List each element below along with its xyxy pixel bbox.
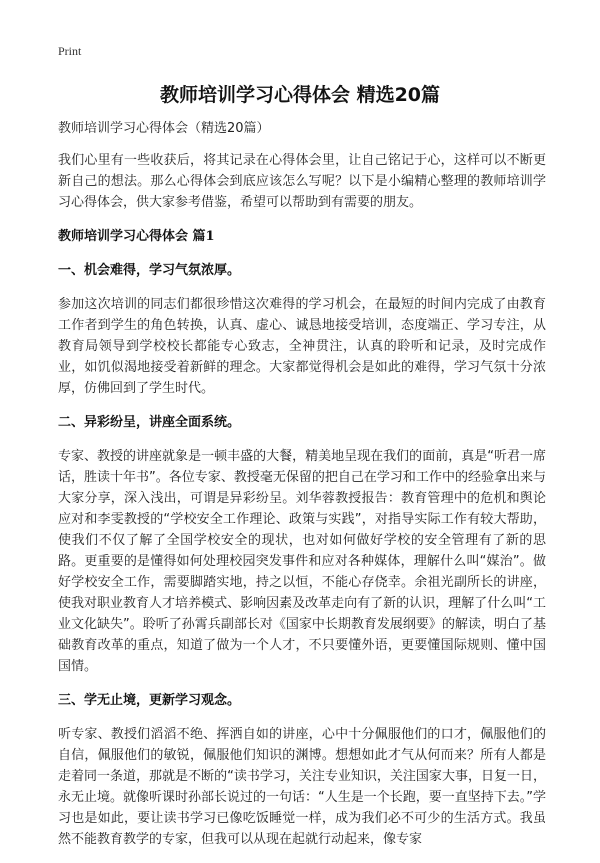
document-subtitle: 教师培训学习心得体会（精选20篇） bbox=[58, 121, 270, 136]
section-heading-2: 二、异彩纷呈，讲座全面系统。 bbox=[58, 415, 241, 430]
section-paragraph-3: 听专家、教授们滔滔不绝、挥洒自如的讲座，心中十分佩服他们的口才，佩服他们的自信，佩服他们的敏锐，佩服他们知识的渊博。想想如此才气从何而来？所有人都是走着同一条道，那就是不断的“读书学习，关注专业知识，关注国家大事，日复一日，永无止境。就像听课时孙部长说过的一句话：“人生是一个长跑，要一直坚持下去。”学习也是如此，要让读书学习已像吃饭睡觉一样，成为我们必不可少的生活方式。我虽然不能教育教学的专家，但我可以从现在起就行动起来，像专家 bbox=[58, 727, 546, 847]
article-title: 教师培训学习心得体会 篇1 bbox=[58, 229, 215, 244]
section-paragraph-2: 专家、教授的讲座就象是一顿丰盛的大餐，精美地呈现在我们的面前，真是“听君一席话，胜读十年书”。各位专家、教授毫无保留的把自己在学习和工作中的经验拿出来与大家分享，深入浅出，可谓是异彩纷呈。刘华蓉教授报告：教育管理中的危机和舆论应对和李雯教授的“学校安全工作理论、政策与实践”，对指导实际工作有较大帮助，使我们不仅了解了全国学校安全的现状，也对如何做好学校的安全管理有了新的思路。更重要的是懂得如何处理校园突发事件和应对各种媒体，理解什么叫“媒治”。做好学校安全工作，需要脚踏实地，持之以恒，不能心存侥幸。余祖光副所长的讲座，使我对职业教育人才培养模式、影响因素及改革走向有了新的认识，理解了什么叫“工业文化缺失”。聆听了孙霄兵副部长对《国家中长期教育发展纲要》的解读，明白了基础教育改革的重点，知道了做为一个人才，不只要懂外语，更要懂国际规则、懂中国国情。 bbox=[58, 449, 546, 674]
document-body bbox=[58, 118, 546, 863]
section-heading-1: 一、机会难得，学习气氛浓厚。 bbox=[58, 263, 241, 278]
print-label: Print bbox=[58, 44, 82, 58]
intro-paragraph: 我们心里有一些收获后，将其记录在心得体会里，让自己铭记于心，这样可以不断更新自己的想法。那么心得体会到底应该怎么写呢？以下是小编精心整理的教师培训学习心得体会，供大家参考借鉴，希望可以帮助到有需要的朋友。 bbox=[58, 153, 546, 210]
section-heading-3: 三、学无止境，更新学习观念。 bbox=[58, 693, 241, 708]
section-paragraph-1: 参加这次培训的同志们都很珍惜这次难得的学习机会，在最短的时间内完成了由教育工作者到学生的角色转换，认真、虚心、诚恳地接受培训，态度端正、学习专注，从教育局领导到学校校长都能专心致志，全神贯注，认真的聆听和记录，及时完成作业，如饥似渴地接受着新鲜的理念。大家都觉得机会是如此的难得，学习气氛十分浓厚，仿佛回到了学生时代。 bbox=[58, 297, 546, 396]
page-title: 教师培训学习心得体会 精选20篇 bbox=[159, 84, 441, 106]
